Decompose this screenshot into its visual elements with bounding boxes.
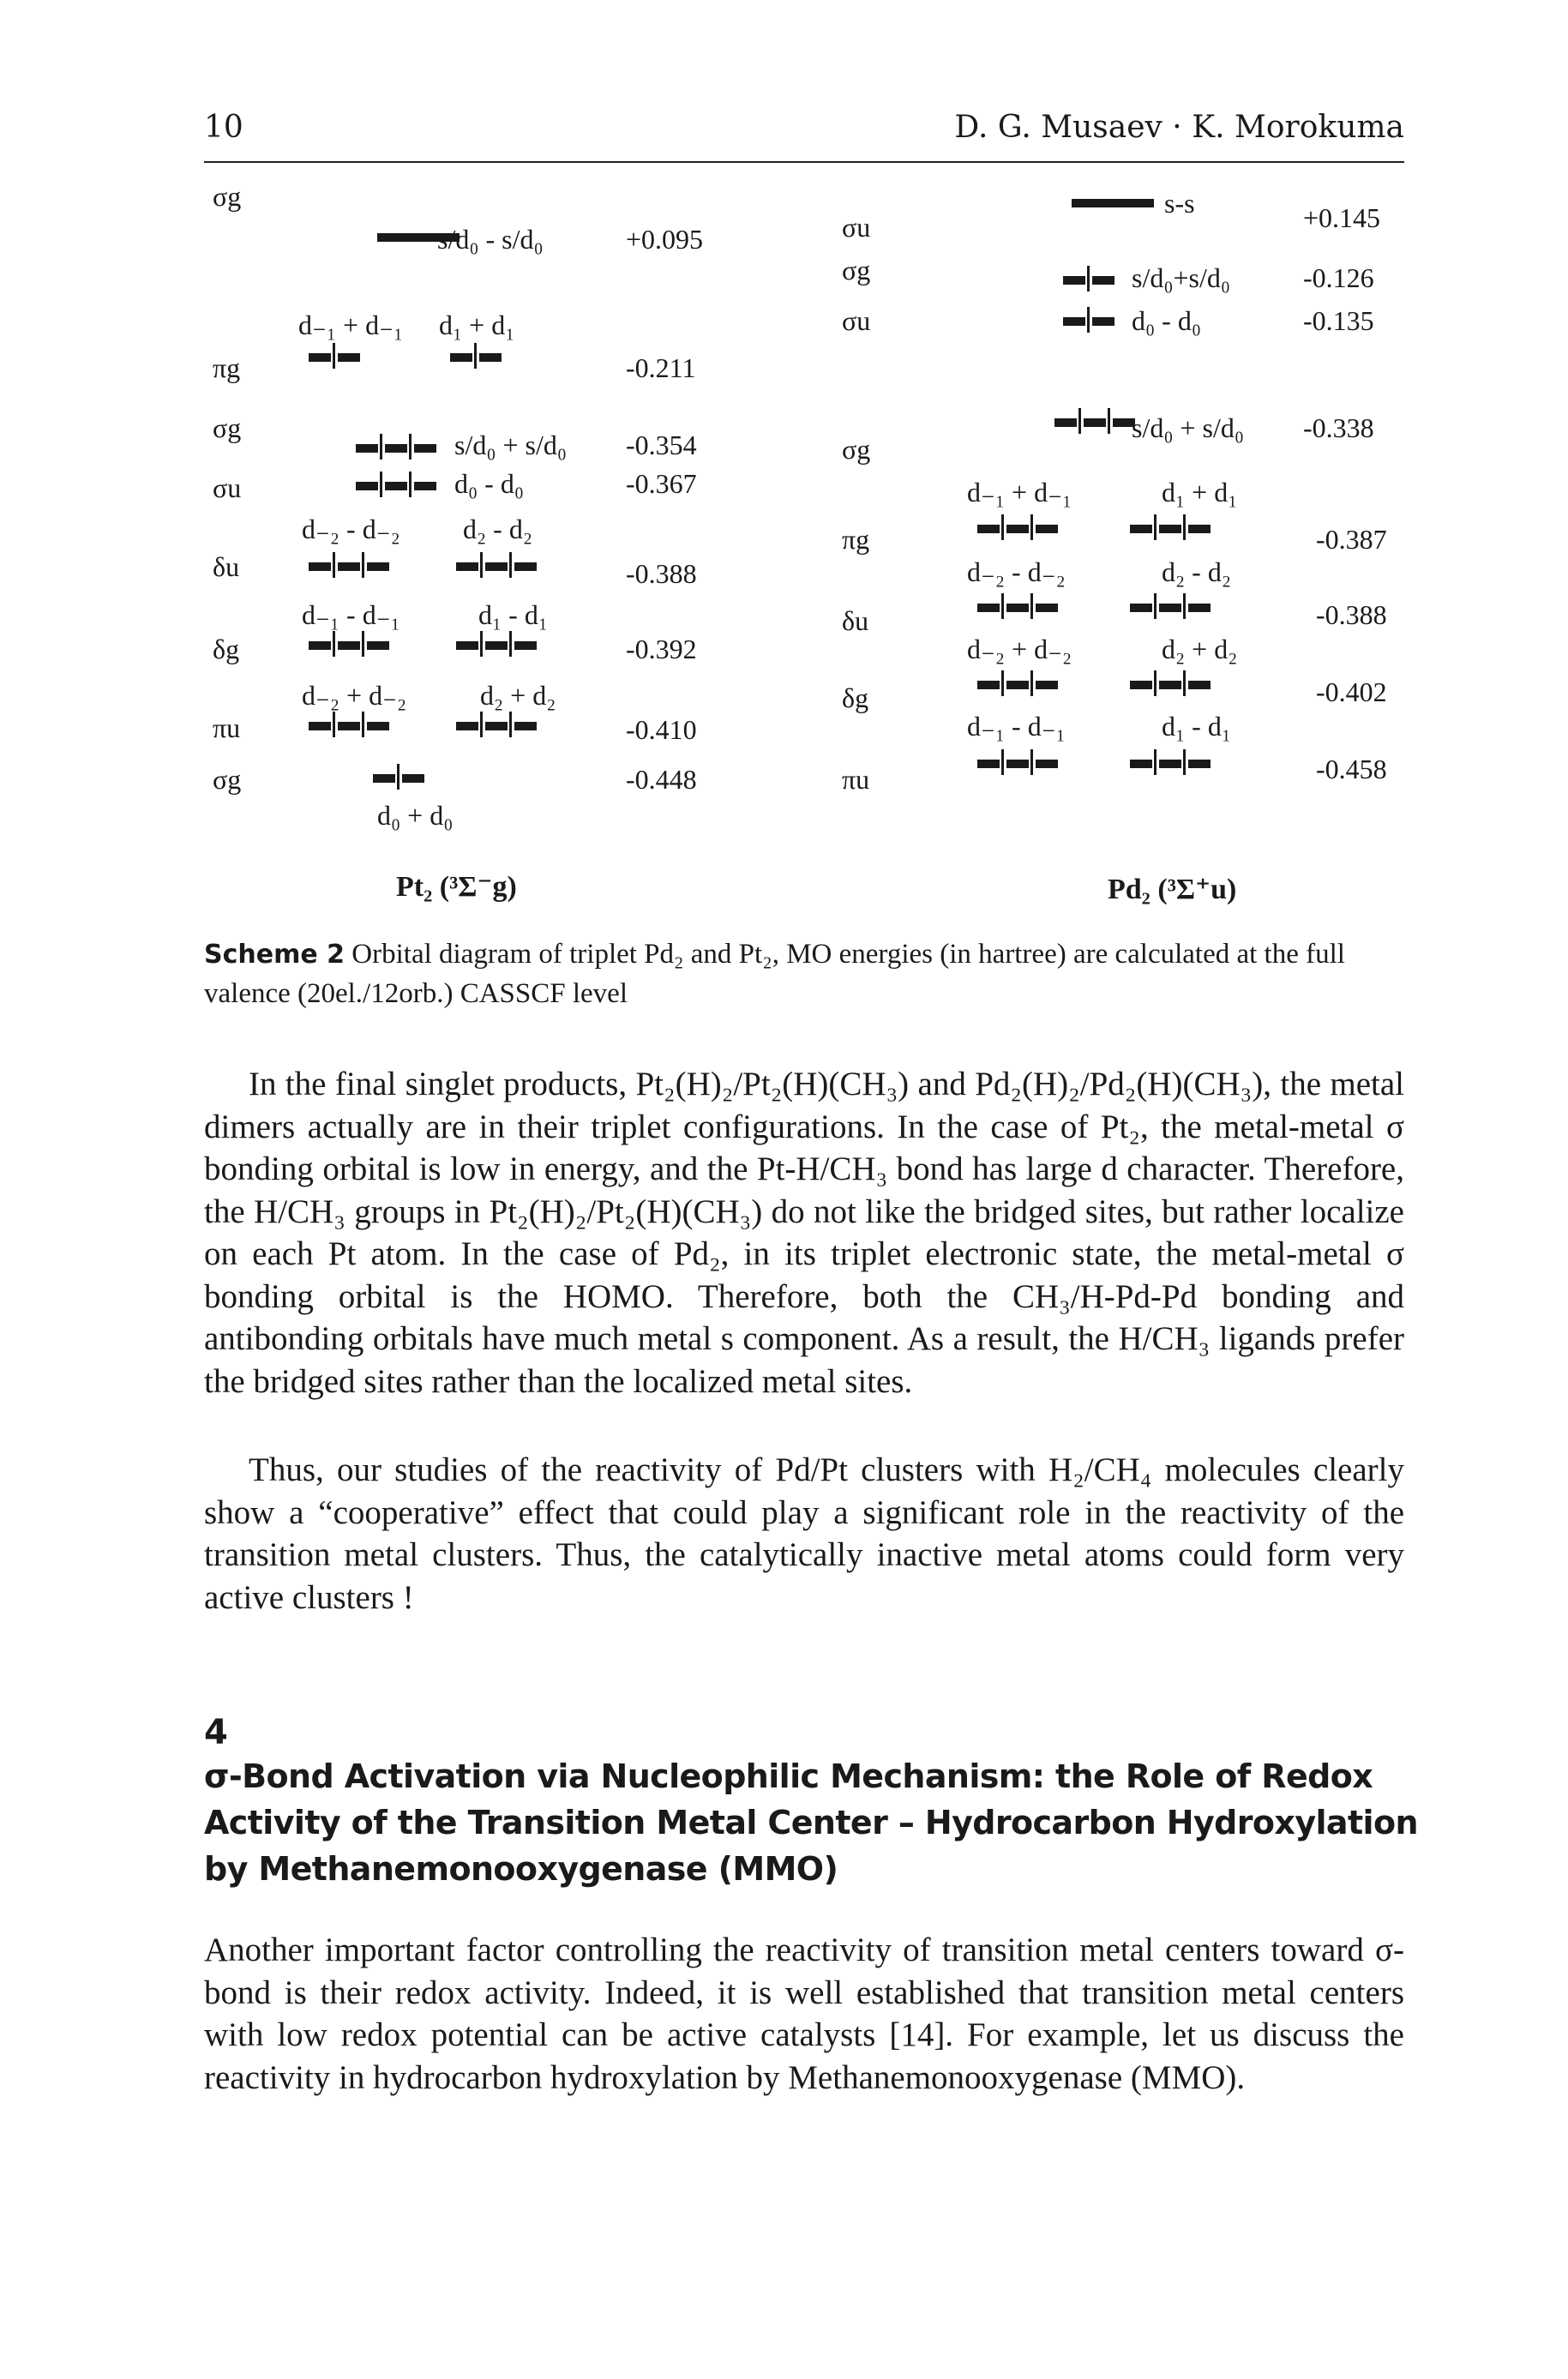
electron-spin-tick <box>397 764 400 790</box>
pd2-sym-2: σu <box>842 305 871 336</box>
orbital-level-bar <box>1159 604 1181 612</box>
pt2-energy-2: -0.354 <box>626 430 697 460</box>
orbital-level-bar <box>1084 418 1106 427</box>
electron-spin-tick <box>333 552 335 578</box>
electron-spin-tick <box>509 631 512 657</box>
pd2-label-left-5: d₋₂ - d₋₂ <box>967 556 1066 587</box>
pt2-sym-2: σg <box>213 412 242 443</box>
orbital-level-bar <box>479 353 502 362</box>
orbital-level-bar <box>1188 681 1211 689</box>
orbital-level-bar <box>1006 681 1029 689</box>
pt2-energy-7: -0.448 <box>626 764 697 795</box>
pt2-label-7: d₀ + d₀ <box>377 800 454 831</box>
pd2-label-right-6: d₂ + d₂ <box>1162 634 1238 664</box>
electron-spin-tick <box>409 472 412 497</box>
orbital-level-bar <box>977 681 1000 689</box>
electron-spin-tick <box>474 343 477 369</box>
orbital-level-bar <box>1092 276 1114 285</box>
caption-text: Orbital diagram of triplet Pd₂ and Pt₂, MO energies (in hartree) are calculated at the full valence (20el./12orb.) CASSCF level <box>204 939 1345 1010</box>
pt2-label-left-4: d₋₂ - d₋₂ <box>302 514 400 544</box>
orbital-level-bar <box>1072 199 1154 207</box>
pt2-energy-1: -0.211 <box>626 352 696 383</box>
orbital-level-bar <box>1159 760 1181 768</box>
electron-spin-tick <box>480 552 483 578</box>
orbital-level-bar <box>338 353 360 362</box>
orbital-level-bar <box>373 774 395 783</box>
pd2-energy-1: -0.126 <box>1303 262 1374 293</box>
pd2-sym-6: δg <box>842 682 869 713</box>
orbital-level-bar <box>977 604 1000 612</box>
pt2-sym-3: σu <box>213 472 242 503</box>
electron-spin-tick <box>333 631 335 657</box>
pd2-sym-7: πu <box>842 764 870 795</box>
pd2-label-0: s-s <box>1164 188 1195 219</box>
orbital-level-bar <box>514 641 537 650</box>
pt2-sym-0: σg <box>213 181 242 212</box>
orbital-level-bar <box>356 444 378 453</box>
electron-spin-tick <box>1030 514 1033 540</box>
electron-spin-tick <box>1087 266 1090 291</box>
orbital-level-bar <box>402 774 424 783</box>
pd2-label-right-7: d₁ - d₁ <box>1162 711 1231 742</box>
orbital-level-bar <box>367 722 389 730</box>
orbital-level-bar <box>485 562 508 571</box>
pt2-sym-1: πg <box>213 352 241 383</box>
electron-spin-tick <box>1078 408 1081 434</box>
pt2-label-right-4: d₂ - d₂ <box>463 514 532 544</box>
orbital-level-bar <box>1006 525 1029 533</box>
orbital-level-marks <box>309 199 1211 790</box>
electron-spin-tick <box>1001 749 1004 775</box>
orbital-level-bar <box>485 722 508 730</box>
pt2-sym-4: δu <box>213 551 240 582</box>
orbital-level-bar <box>309 722 331 730</box>
orbital-level-bar <box>456 641 478 650</box>
electron-spin-tick <box>1030 670 1033 696</box>
pd2-label-2: d₀ - d₀ <box>1132 305 1201 336</box>
electron-spin-tick <box>480 712 483 737</box>
electron-spin-tick <box>380 472 382 497</box>
orbital-level-bar <box>1130 760 1152 768</box>
electron-spin-tick <box>480 631 483 657</box>
pd2-label-3: s/d₀ + s/d₀ <box>1132 412 1245 443</box>
pt2-energy-4: -0.388 <box>626 558 697 589</box>
electron-spin-tick <box>409 434 412 460</box>
orbital-level-bar <box>309 353 331 362</box>
orbital-level-bar <box>338 562 360 571</box>
pt2-label-2: s/d₀ + s/d₀ <box>454 430 568 460</box>
electron-spin-tick <box>1183 749 1186 775</box>
orbital-level-bar <box>1063 276 1085 285</box>
pt2-label-right-5: d₁ - d₁ <box>478 599 548 630</box>
pd2-sym-1: σg <box>842 255 871 285</box>
pd2-label-left-7: d₋₁ - d₋₁ <box>967 711 1066 742</box>
orbital-level-bar <box>485 641 508 650</box>
electron-spin-tick <box>1087 307 1090 333</box>
electron-spin-tick <box>1001 670 1004 696</box>
electron-spin-tick <box>1183 593 1186 619</box>
body-paragraph-2: Thus, our studies of the reactivity of Pd/Pt clusters with H₂/CH₄ molecules clearly show a “cooperative” effect that could play a significant role in the reactivity of the transition metal clusters. Thus, the catalytically inactive metal atoms could form very active clusters ! <box>204 1451 1404 1616</box>
scheme-caption <box>204 934 1404 1013</box>
orbital-level-bar <box>1130 681 1152 689</box>
body-paragraph-1: In the final singlet products, Pt₂(H)₂/Pt₂(H)(CH₃) and Pd₂(H)₂/Pd₂(H)(CH₃), the metal dimers actually are in their triplet configurations. In the case of Pt₂, the metal-metal σ bonding orbital is low in energy, and the Pt-H/CH₃ bond has large d character. Therefore, the H/CH₃ groups in Pt₂(H)₂/Pt₂(H)(CH₃) do not like the bridged sites, but rather localize on each Pt atom. In the case of Pd₂, in its triplet electronic state, the metal-metal σ bonding orbital is the HOMO. Therefore, both the CH₃/H-Pd-Pd bonding and antibonding orbitals have much metal s component. As a result, the H/CH₃ ligands prefer the bridged sites rather than the localized metal sites. <box>204 1066 1404 1400</box>
orbital-level-bar <box>1092 317 1114 326</box>
orbital-level-bar <box>338 722 360 730</box>
orbital-level-bar <box>1054 418 1077 427</box>
orbital-level-bar <box>414 444 436 453</box>
electron-spin-tick <box>362 712 364 737</box>
pt2-energy-6: -0.410 <box>626 714 697 745</box>
pd2-energy-5: -0.388 <box>1316 599 1387 630</box>
orbital-level-bar <box>977 760 1000 768</box>
pt2-label-0: s/d₀ - s/d₀ <box>437 224 544 255</box>
electron-spin-tick <box>509 552 512 578</box>
caption-lead: Scheme 2 <box>204 940 345 970</box>
pd2-energy-2: -0.135 <box>1303 305 1374 336</box>
electron-spin-tick <box>1030 749 1033 775</box>
pt2-title: Pt₂ (³Σ⁻g) <box>396 871 517 903</box>
orbital-level-bar <box>1006 604 1029 612</box>
orbital-level-bar <box>1006 760 1029 768</box>
pt2-energy-0: +0.095 <box>626 224 704 255</box>
running-head-authors: D. G. Musaev · K. Morokuma <box>954 110 1404 145</box>
pd2-sym-5: δu <box>842 605 869 636</box>
electron-spin-tick <box>362 552 364 578</box>
pd2-energy-0: +0.145 <box>1303 202 1381 233</box>
orbital-level-bar <box>450 353 472 362</box>
pd2-title: Pd₂ (³Σ⁺u) <box>1108 874 1237 905</box>
orbital-level-bar <box>309 562 331 571</box>
pt2-energy-3: -0.367 <box>626 468 697 499</box>
electron-spin-tick <box>1001 514 1004 540</box>
orbital-level-bar <box>456 722 478 730</box>
electron-spin-tick <box>1154 749 1156 775</box>
pt2-energy-5: -0.392 <box>626 634 697 664</box>
electron-spin-tick <box>333 343 335 369</box>
pd2-sym-3: σg <box>842 434 871 465</box>
orbital-level-bar <box>1159 525 1181 533</box>
electron-spin-tick <box>1183 670 1186 696</box>
pd2-energy-6: -0.402 <box>1316 676 1387 707</box>
page-number: 10 <box>204 110 243 145</box>
pt2-label-left-1: d₋₁ + d₋₁ <box>298 309 404 340</box>
electron-spin-tick <box>509 712 512 737</box>
orbital-level-bar <box>1036 681 1058 689</box>
orbital-level-bar <box>367 641 389 650</box>
orbital-level-bar <box>385 482 407 490</box>
electron-spin-tick <box>380 434 382 460</box>
pt2-label-left-5: d₋₁ - d₋₁ <box>302 599 400 630</box>
electron-spin-tick <box>333 712 335 737</box>
orbital-level-bar <box>977 525 1000 533</box>
electron-spin-tick <box>1154 514 1156 540</box>
orbital-level-bar <box>456 562 478 571</box>
electron-spin-tick <box>1001 593 1004 619</box>
orbital-level-bar <box>1130 525 1152 533</box>
pd2-label-left-4: d₋₁ + d₋₁ <box>967 477 1072 508</box>
pd2-label-left-6: d₋₂ + d₋₂ <box>967 634 1072 664</box>
orbital-level-bar <box>1036 525 1058 533</box>
pt2-label-left-6: d₋₂ + d₋₂ <box>302 680 407 711</box>
electron-spin-tick <box>1030 593 1033 619</box>
orbital-level-bar <box>514 562 537 571</box>
electron-spin-tick <box>1154 670 1156 696</box>
pd2-label-1: s/d₀+s/d₀ <box>1132 262 1231 293</box>
orbital-level-bar <box>309 641 331 650</box>
pt2-sym-5: δg <box>213 634 240 664</box>
orbital-level-bar <box>1036 760 1058 768</box>
pd2-energy-7: -0.458 <box>1316 754 1387 784</box>
orbital-diagram <box>0 0 1568 926</box>
electron-spin-tick <box>362 631 364 657</box>
orbital-level-bar <box>1188 525 1211 533</box>
orbital-level-bar <box>385 444 407 453</box>
orbital-level-bar <box>1159 681 1181 689</box>
orbital-level-bar <box>514 722 537 730</box>
pd2-sym-4: πg <box>842 524 870 555</box>
electron-spin-tick <box>1183 514 1186 540</box>
orbital-level-bar <box>414 482 436 490</box>
orbital-level-bar <box>1188 760 1211 768</box>
orbital-level-bar <box>367 562 389 571</box>
pd2-energy-3: -0.338 <box>1303 412 1374 443</box>
pd2-sym-0: σu <box>842 212 871 243</box>
pt2-sym-6: πu <box>213 712 241 743</box>
orbital-level-bar <box>1063 317 1085 326</box>
section-title: σ-Bond Activation via Nucleophilic Mechanism: the Role of Redox Activity of the Transition Metal Center – Hydrocarbon Hydroxylation by Methanemonooxygenase (MMO) <box>204 1757 1418 1888</box>
pt2-sym-7: σg <box>213 764 242 795</box>
section-number: 4 <box>204 1713 228 1752</box>
pt2-label-3: d₀ - d₀ <box>454 468 524 499</box>
pd2-label-right-4: d₁ + d₁ <box>1162 477 1238 508</box>
orbital-level-bar <box>1188 604 1211 612</box>
pt2-label-right-1: d₁ + d₁ <box>439 309 515 340</box>
electron-spin-tick <box>1108 408 1110 434</box>
pd2-label-right-5: d₂ - d₂ <box>1162 556 1231 587</box>
pd2-energy-4: -0.387 <box>1316 524 1387 555</box>
section-paragraph: Another important factor controlling the reactivity of transition metal centers toward σ-bond is their redox activity. Indeed, it is well established that transition metal centers with low redox potential can be active catalysts [14]. For example, let us discuss the reactivity in hydrocarbon hydroxylation by Methanemonooxygenase (MMO). <box>204 1931 1404 2096</box>
electron-spin-tick <box>1154 593 1156 619</box>
orbital-level-bar <box>356 482 378 490</box>
orbital-level-bar <box>338 641 360 650</box>
pt2-label-right-6: d₂ + d₂ <box>480 680 556 711</box>
orbital-level-bar <box>1036 604 1058 612</box>
orbital-level-bar <box>1130 604 1152 612</box>
